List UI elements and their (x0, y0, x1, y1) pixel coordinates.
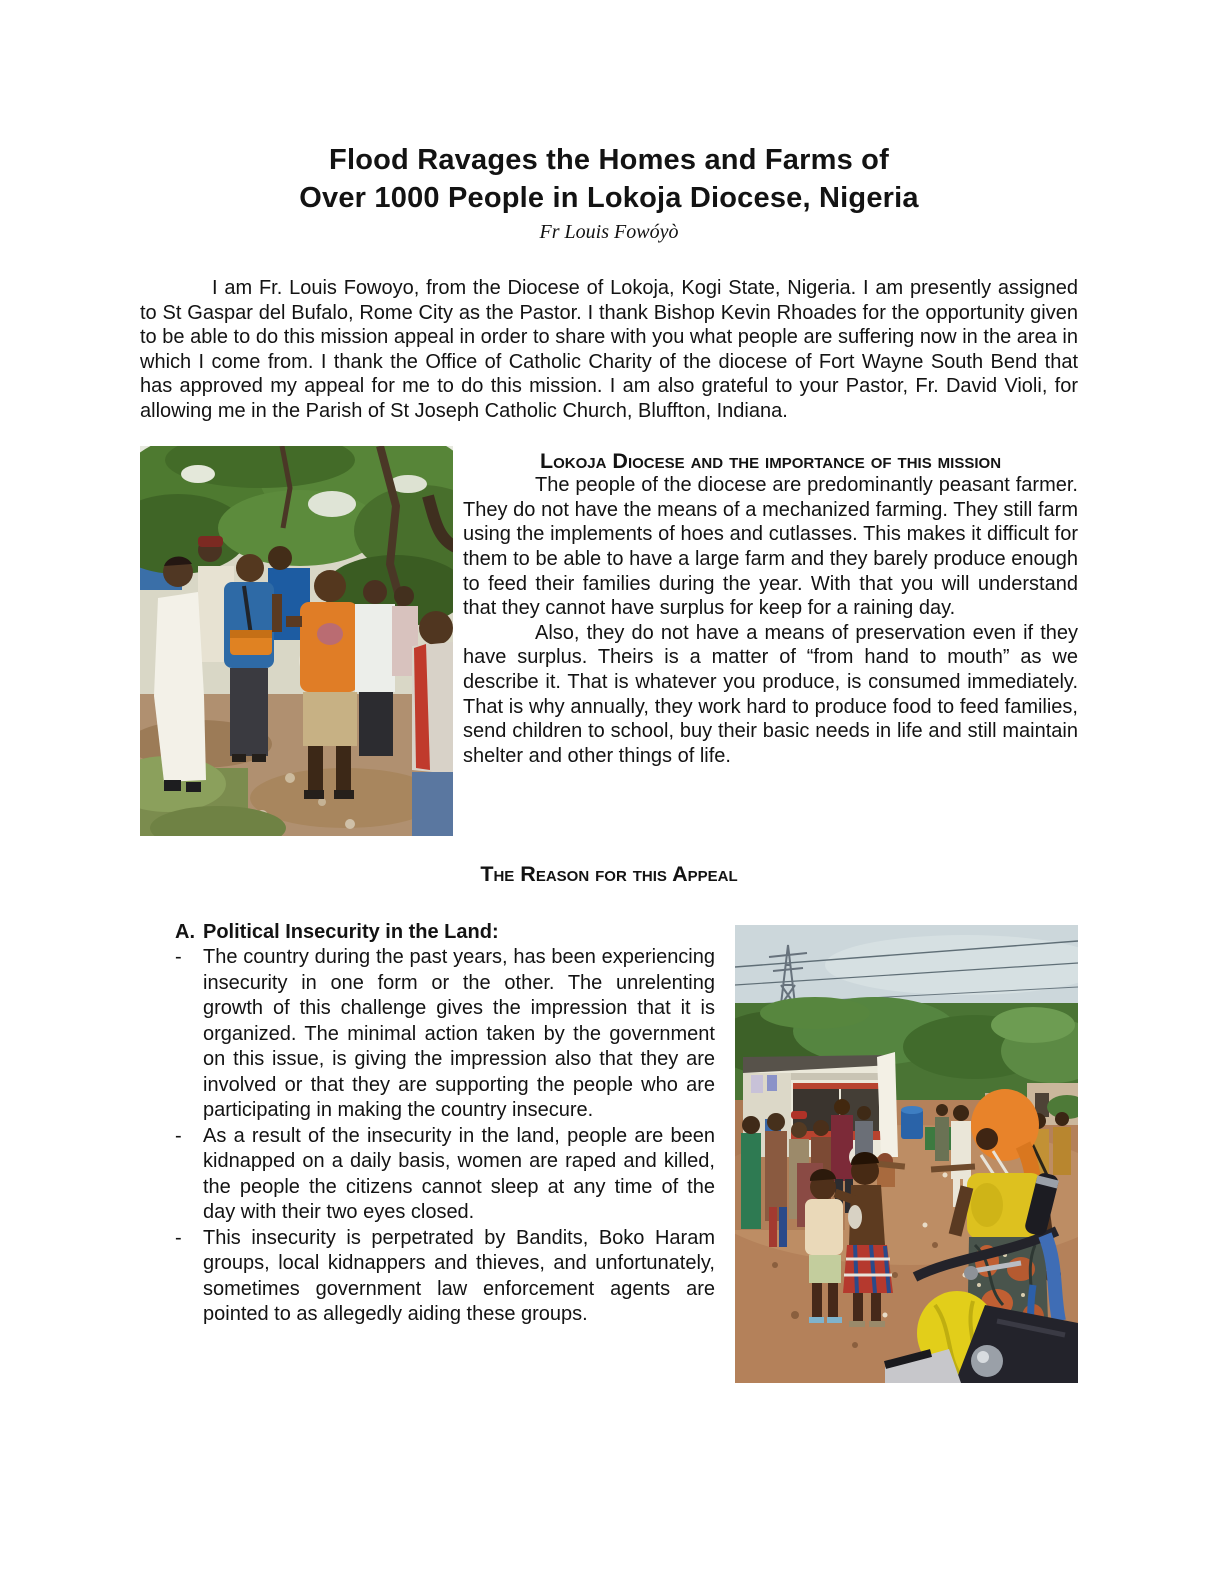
intro-paragraph: I am Fr. Louis Fowoyo, from the Diocese of Lokoja, Kogi State, Nigeria. I am presently assigned to St Gaspar del Bufalo, Rome City as the Pastor. I thank Bishop Kevin Rhoades for the opportunity given to be able to do this mission appeal in order to share with you what people are suffering now in the area in which I come from. I thank the Office of Catholic Charity of the diocese of Fort Wayne South Bend that has approved my appeal for me to do this mission. I am also grateful to your Pastor, Fr. David Violi, for allowing me in the Parish of St Joseph Catholic Church, Bluffton, Indiana. (140, 277, 1078, 422)
camp-scene-photo-art (735, 925, 1078, 1383)
community-meeting-photo-art (140, 446, 453, 836)
community-meeting-photo (140, 446, 453, 836)
item-a-row (175, 920, 715, 946)
item-a-label: A. (175, 920, 195, 943)
bullet-item (175, 945, 715, 1124)
bullet-dash: - (175, 946, 182, 969)
bullet-text-3: This insecurity is perpetrated by Bandits, Boko Haram groups, local kidnappers and thieves, and unfortunately, sometimes government law enforcement agents are pointed to as allegedly aiding these groups. (203, 1226, 715, 1326)
page-title-line2: Over 1000 People in Lokoja Diocese, Nigeria (299, 182, 919, 214)
bullet-item (175, 1124, 715, 1226)
page-title (140, 141, 1078, 217)
camp-scene-photo (735, 925, 1078, 1383)
document-content (140, 0, 1078, 1383)
appeal-section-heading: The Reason for this Appeal (480, 861, 738, 886)
mission-paragraph-1: The people of the diocese are predominantly peasant farmer. They do not have the means of a mechanized farming. They still farm using the implements of hoes and cutlasses. This makes it difficult for them to be able to have a large farm and they barely produce enough to feed their families during the year. With that you will understand that they cannot have surplus for keep for a raining day. (463, 474, 1078, 620)
bullet-dash: - (175, 1124, 182, 1147)
bullet-text-2: As a result of the insecurity in the land, people are been kidnapped on a daily basis, women are raped and killed, the people the citizens cannot sleep at any time of the day with their two eyes closed. (203, 1124, 715, 1224)
appeal-section (140, 920, 1078, 1383)
bullet-text-1: The country during the past years, has been experiencing insecurity in one form or the other. The unrelenting growth of this challenge gives the impression that it is organized. The minimal action taken by the government on this issue, is giving the impression also that they are involved or that they are supporting the people who are participating in making the country insecure. (203, 946, 715, 1122)
bullet-item (175, 1226, 715, 1328)
mission-section-text (463, 446, 1078, 769)
mission-section (140, 446, 1078, 836)
appeal-section-text (140, 920, 715, 1328)
mission-paragraph-2: Also, they do not have a means of preservation even if they have surplus. Theirs is a matter of “from hand to mouth” as we describe it. That is whatever you produce, is consumed immediately. That is why annually, they work hard to produce food to feed families, send children to school, buy their basic needs in life and still maintain shelter and other things of life. (463, 621, 1078, 767)
page-title-line1: Flood Ravages the Homes and Farms of (329, 144, 889, 176)
item-a-title: Political Insecurity in the Land: (203, 920, 499, 943)
bullet-dash: - (175, 1226, 182, 1249)
mission-section-heading: Lokoja Diocese and the importance of this mission (539, 448, 1002, 473)
byline: Fr Louis Fowóyò (539, 221, 679, 243)
